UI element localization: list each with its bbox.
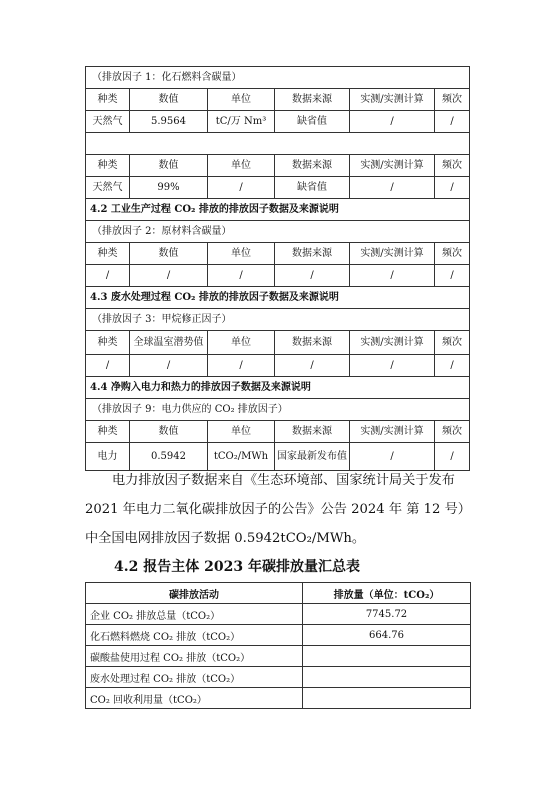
cell: tCO₂/MWh: [208, 443, 275, 471]
header-measure: 实测/实测计算: [350, 243, 435, 265]
cell: /: [435, 443, 470, 471]
factor3-data-row: [86, 355, 470, 377]
table-row: [86, 625, 471, 646]
header-unit: 单位: [208, 421, 275, 443]
cell: /: [435, 265, 470, 287]
table-row: [86, 667, 471, 688]
activity-cell: CO₂ 回收利用量（tCO₂）: [86, 688, 303, 709]
header-kind: 种类: [86, 243, 130, 265]
cell: /: [435, 177, 470, 199]
cell: /: [350, 355, 435, 377]
oxidation-header-row: [86, 155, 470, 177]
header-kind: 种类: [86, 89, 130, 111]
summary-title: 4.2 报告主体 2023 年碳排放量汇总表: [114, 559, 360, 575]
header-measure: 实测/实测计算: [350, 89, 435, 111]
header-source: 数据来源: [275, 155, 350, 177]
header-source: 数据来源: [275, 331, 350, 355]
summary-header-row: [86, 583, 471, 604]
header-source: 数据来源: [275, 421, 350, 443]
cell: /: [435, 111, 470, 133]
paragraph-line: 中全国电网排放因子数据 0.5942tCO₂/MWh。: [85, 531, 366, 546]
cell: /: [275, 355, 350, 377]
activity-cell: 企业 CO₂ 排放总量（tCO₂）: [86, 604, 303, 625]
cell: 天然气: [86, 177, 130, 199]
cell: /: [208, 355, 275, 377]
factor2-title: （排放因子 2：原材料含碳量）: [86, 221, 470, 243]
factor3-title: （排放因子 3：甲烷修正因子）: [86, 309, 470, 331]
cell: tC/万 Nm³: [208, 111, 275, 133]
paragraph-line: 电力排放因子数据来自《生态环境部、国家统计局关于发布: [112, 473, 455, 488]
table-row: [86, 604, 471, 625]
cell: /: [130, 265, 208, 287]
header-value: 数值: [130, 421, 208, 443]
section-heading-4-3: 4.3 废水处理过程 CO₂ 排放的排放因子数据及来源说明: [86, 287, 470, 309]
header-frequency: 频次: [435, 421, 470, 443]
cell: 电力: [86, 443, 130, 471]
section-heading-4-2: 4.2 工业生产过程 CO₂ 排放的排放因子数据及来源说明: [86, 199, 470, 221]
header-unit: 单位: [208, 155, 275, 177]
cell: /: [350, 111, 435, 133]
header-gwp: 全球温室潜势值: [130, 331, 208, 355]
header-source: 数据来源: [275, 243, 350, 265]
factor1-title: （排放因子 1：化石燃料含碳量）: [86, 67, 470, 89]
table-row: [86, 688, 471, 709]
cell: 5.9564: [130, 111, 208, 133]
amount-cell: [303, 688, 471, 709]
blank-row: [86, 133, 470, 155]
table-row: [86, 646, 471, 667]
activity-cell: 碳酸盐使用过程 CO₂ 排放（tCO₂）: [86, 646, 303, 667]
cell: /: [86, 265, 130, 287]
cell: /: [435, 355, 470, 377]
oxidation-data-row: [86, 177, 470, 199]
header-kind: 种类: [86, 155, 130, 177]
cell: 缺省值: [275, 177, 350, 199]
amount-cell: [303, 667, 471, 688]
header-frequency: 频次: [435, 243, 470, 265]
factor3-header-row: [86, 331, 470, 355]
activity-cell: 化石燃料燃烧 CO₂ 排放（tCO₂）: [86, 625, 303, 646]
factor9-title: （排放因子 9：电力供应的 CO₂ 排放因子）: [86, 399, 470, 421]
activity-cell: 废水处理过程 CO₂ 排放（tCO₂）: [86, 667, 303, 688]
header-measure: 实测/实测计算: [350, 155, 435, 177]
cell: /: [275, 265, 350, 287]
cell: /: [350, 265, 435, 287]
cell: 0.5942: [130, 443, 208, 471]
emission-factor-table: [85, 66, 470, 471]
header-measure: 实测/实测计算: [350, 421, 435, 443]
header-value: 数值: [130, 89, 208, 111]
amount-cell: 664.76: [303, 625, 471, 646]
cell: /: [86, 355, 130, 377]
header-kind: 种类: [86, 331, 130, 355]
header-kind: 种类: [86, 421, 130, 443]
amount-cell: 7745.72: [303, 604, 471, 625]
cell: /: [208, 265, 275, 287]
cell: 缺省值: [275, 111, 350, 133]
amount-cell: [303, 646, 471, 667]
cell: 99%: [130, 177, 208, 199]
cell: 国家最新发布值: [275, 443, 350, 471]
header-frequency: 频次: [435, 331, 470, 355]
summary-table: [85, 582, 471, 709]
factor2-header-row: [86, 243, 470, 265]
cell: 天然气: [86, 111, 130, 133]
electricity-factor-paragraph: [85, 466, 470, 553]
factor1-header-row: [86, 89, 470, 111]
header-value: 数值: [130, 243, 208, 265]
cell: /: [130, 355, 208, 377]
cell: /: [350, 177, 435, 199]
cell: /: [350, 443, 435, 471]
section-heading-4-4: 4.4 净购入电力和热力的排放因子数据及来源说明: [86, 377, 470, 399]
factor2-data-row: [86, 265, 470, 287]
header-unit: 单位: [208, 89, 275, 111]
paragraph-line: 2021 年电力二氧化碳排放因子的公告》公告 2024 年 第 12 号）: [85, 502, 471, 517]
factor9-header-row: [86, 421, 470, 443]
header-unit: 单位: [208, 331, 275, 355]
factor1-data-row: [86, 111, 470, 133]
header-frequency: 频次: [435, 155, 470, 177]
summary-header-activity: 碳排放活动: [86, 583, 303, 604]
header-unit: 单位: [208, 243, 275, 265]
cell: /: [208, 177, 275, 199]
header-measure: 实测/实测计算: [350, 331, 435, 355]
header-frequency: 频次: [435, 89, 470, 111]
header-value: 数值: [130, 155, 208, 177]
summary-header-amount: 排放量（单位：tCO₂）: [303, 583, 471, 604]
header-source: 数据来源: [275, 89, 350, 111]
